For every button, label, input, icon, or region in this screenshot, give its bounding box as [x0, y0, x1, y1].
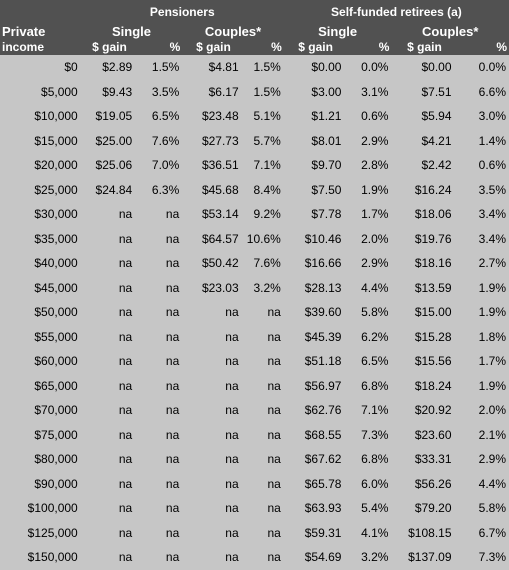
gain-cell: na: [225, 427, 239, 442]
pct-cell: 0.0%: [478, 60, 506, 75]
gain-cell: $7.51: [421, 84, 452, 99]
gain-cell: $64.57: [201, 231, 239, 246]
income-cell: $45,000: [34, 280, 78, 295]
pct-cell: 0.6%: [478, 158, 506, 173]
pct-cell: na: [165, 452, 180, 467]
gain-cell: $18.06: [414, 207, 452, 222]
gain-cell: $8.01: [311, 133, 342, 148]
gain-cell: $18.24: [414, 378, 452, 393]
gain-cell: $27.73: [201, 133, 239, 148]
gain-cell: na: [225, 476, 239, 491]
pct-cell: 3.4%: [478, 207, 506, 222]
pct-cell: 2.7%: [478, 256, 506, 271]
gain-cell: $4.81: [208, 60, 239, 75]
table-row: [0, 202, 509, 227]
pct-cell: 7.1%: [253, 158, 281, 173]
gain-cell: $33.31: [414, 452, 452, 467]
pct-cell: na: [165, 378, 180, 393]
pct-cell: na: [165, 207, 180, 222]
income-cell: $40,000: [34, 256, 78, 271]
gain-cell: $4.21: [421, 133, 452, 148]
pct-cell: 2.8%: [361, 158, 389, 173]
income-cell: $15,000: [34, 133, 78, 148]
table-row: [0, 472, 509, 497]
column-header-gain: $ gain: [407, 40, 442, 54]
pct-cell: 6.7%: [478, 525, 506, 540]
pct-cell: na: [267, 427, 281, 442]
gain-cell: $25.00: [95, 133, 133, 148]
pct-cell: na: [165, 231, 180, 246]
gain-cell: na: [118, 550, 133, 565]
pct-cell: 5.8%: [361, 305, 389, 320]
pct-cell: 2.9%: [361, 133, 389, 148]
table-row: [0, 251, 509, 276]
pct-cell: na: [165, 403, 180, 418]
table-row: [0, 227, 509, 252]
pct-cell: na: [267, 550, 281, 565]
pct-cell: na: [267, 403, 281, 418]
income-cell: $20,000: [34, 158, 78, 173]
pct-cell: 10.6%: [246, 231, 281, 246]
income-cell: $35,000: [34, 231, 78, 246]
table-row: [0, 423, 509, 448]
pct-cell: na: [165, 280, 180, 295]
gain-cell: na: [118, 501, 133, 516]
income-cell: $90,000: [34, 476, 78, 491]
gain-cell: $53.14: [201, 207, 239, 222]
pct-cell: 3.5%: [478, 182, 506, 197]
pct-cell: 7.1%: [361, 403, 389, 418]
pct-cell: 3.5%: [151, 84, 180, 99]
gain-cell: $18.16: [414, 256, 452, 271]
income-cell: $25,000: [34, 182, 78, 197]
pct-cell: 6.5%: [361, 354, 389, 369]
gain-cell: $7.78: [311, 207, 342, 222]
gain-cell: $0.00: [311, 60, 342, 75]
gain-cell: na: [118, 525, 133, 540]
pct-cell: 3.2%: [361, 550, 389, 565]
gain-cell: $19.05: [95, 109, 133, 124]
column-header-gain: $ gain: [298, 40, 333, 54]
column-header-pct: %: [271, 40, 282, 54]
gain-cell: $7.50: [311, 182, 342, 197]
gain-cell: $3.00: [311, 84, 342, 99]
pct-cell: 6.0%: [361, 476, 389, 491]
gain-cell: na: [225, 501, 239, 516]
pct-cell: 3.4%: [478, 231, 506, 246]
gain-cell: na: [118, 354, 133, 369]
pct-cell: na: [165, 476, 180, 491]
income-cell: $80,000: [34, 452, 78, 467]
income-cell: $70,000: [34, 403, 78, 418]
pct-cell: 3.1%: [361, 84, 389, 99]
pct-cell: 2.9%: [361, 256, 389, 271]
pct-cell: 5.7%: [253, 133, 281, 148]
gain-cell: na: [118, 207, 133, 222]
gain-cell: $9.43: [102, 84, 133, 99]
gain-cell: $9.70: [311, 158, 342, 173]
pct-cell: na: [165, 427, 180, 442]
pct-cell: na: [267, 329, 281, 344]
column-header-pct: %: [169, 40, 181, 54]
gain-cell: $2.89: [102, 60, 133, 75]
pct-cell: 7.3%: [361, 427, 389, 442]
table-row: [0, 300, 509, 325]
pct-cell: na: [165, 501, 180, 516]
column-header-gain: $ gain: [92, 40, 127, 54]
column-header-pct: %: [378, 40, 390, 54]
gain-cell: $56.26: [414, 476, 452, 491]
gain-cell: na: [118, 452, 133, 467]
pct-cell: 1.5%: [253, 60, 281, 75]
pct-cell: 6.2%: [361, 329, 389, 344]
group-header-pensioners: Pensioners: [149, 4, 215, 19]
gain-cell: $65.78: [304, 476, 342, 491]
income-cell: $10,000: [34, 109, 78, 124]
gain-cell: $67.62: [304, 452, 342, 467]
gain-cell: $59.31: [304, 525, 342, 540]
pct-cell: 7.6%: [151, 133, 180, 148]
pct-cell: 6.8%: [361, 452, 389, 467]
gain-cell: $15.00: [414, 305, 452, 320]
sub-header-row: [0, 23, 509, 39]
table-row: [0, 374, 509, 399]
gain-cell: na: [118, 231, 133, 246]
pct-cell: 1.7%: [478, 354, 506, 369]
pct-cell: na: [267, 378, 281, 393]
pct-cell: 2.0%: [361, 231, 389, 246]
pct-cell: na: [267, 452, 281, 467]
pct-cell: na: [165, 354, 180, 369]
pct-cell: 5.1%: [253, 109, 281, 124]
header-pensioners-couples: Couples*: [204, 23, 262, 39]
group-header-row: [0, 0, 509, 23]
pct-cell: 1.7%: [361, 207, 389, 222]
gain-cell: $62.76: [304, 403, 342, 418]
gain-cell: $20.92: [414, 403, 452, 418]
pct-cell: 6.8%: [361, 378, 389, 393]
gain-cell: $25.06: [95, 158, 133, 173]
header-pensioners-single: Single: [111, 23, 151, 39]
gain-cell: $19.76: [414, 231, 452, 246]
gain-cell: $1.21: [311, 109, 342, 124]
pct-cell: 5.8%: [478, 501, 506, 516]
pct-cell: na: [165, 329, 180, 344]
gain-cell: na: [225, 452, 239, 467]
gain-cell: $50.42: [201, 256, 239, 271]
pct-cell: 1.5%: [151, 60, 180, 75]
pct-cell: 1.9%: [478, 378, 506, 393]
gain-cell: $79.20: [414, 501, 452, 516]
gain-cell: $6.17: [208, 84, 239, 99]
pct-cell: 4.1%: [361, 525, 389, 540]
pct-cell: 5.4%: [361, 501, 389, 516]
gain-cell: $51.18: [304, 354, 342, 369]
gain-cell: na: [225, 354, 239, 369]
pct-cell: 8.4%: [253, 182, 281, 197]
pct-cell: 2.0%: [478, 403, 506, 418]
gain-cell: $39.60: [304, 305, 342, 320]
pct-cell: 7.3%: [478, 550, 506, 565]
pct-cell: 1.4%: [478, 133, 506, 148]
table-row: [0, 80, 509, 105]
pct-cell: 4.4%: [361, 280, 389, 295]
pct-cell: 6.6%: [478, 84, 506, 99]
pct-cell: 6.5%: [151, 109, 180, 124]
gain-cell: $15.28: [414, 329, 452, 344]
gain-cell: $13.59: [414, 280, 452, 295]
gain-cell: $23.48: [201, 109, 239, 124]
pct-cell: na: [165, 305, 180, 320]
gain-cell: $15.56: [414, 354, 452, 369]
gain-cell: $63.93: [304, 501, 342, 516]
gain-cell: na: [118, 427, 133, 442]
gain-cell: na: [225, 550, 239, 565]
gain-cell: $0.00: [421, 60, 452, 75]
table-row: [0, 129, 509, 154]
pct-cell: 2.9%: [478, 452, 506, 467]
pct-cell: na: [267, 305, 281, 320]
gain-cell: $2.42: [421, 158, 452, 173]
table-header: [0, 0, 509, 55]
gain-cell: na: [225, 329, 239, 344]
gain-cell: na: [225, 378, 239, 393]
income-cell: $150,000: [27, 550, 78, 565]
pct-cell: 7.0%: [151, 158, 180, 173]
column-header-row: [0, 39, 509, 55]
table-row: [0, 153, 509, 178]
header-self-funded-couples: Couples*: [422, 23, 479, 39]
pct-cell: 1.9%: [361, 182, 389, 197]
gain-cell: na: [118, 476, 133, 491]
header-private-income-line2: income: [2, 40, 45, 54]
table-row: [0, 496, 509, 521]
table-row: [0, 545, 509, 570]
pct-cell: 1.5%: [253, 84, 281, 99]
income-cell: $30,000: [34, 207, 78, 222]
pct-cell: 3.0%: [478, 109, 506, 124]
column-header-gain: $ gain: [196, 40, 231, 54]
table-row: [0, 276, 509, 301]
gain-cell: $16.66: [304, 256, 342, 271]
gain-cell: $68.55: [304, 427, 342, 442]
gain-cell: $54.69: [304, 550, 342, 565]
gain-cell: $45.68: [201, 182, 239, 197]
column-header-pct: %: [496, 40, 507, 54]
income-cell: $65,000: [34, 378, 78, 393]
gain-cell: $36.51: [201, 158, 239, 173]
income-cell: $55,000: [34, 329, 78, 344]
gain-cell: na: [118, 329, 133, 344]
gain-cell: $45.39: [304, 329, 342, 344]
header-self-funded-single: Single: [318, 23, 358, 39]
table-row: [0, 55, 509, 80]
pct-cell: 0.0%: [361, 60, 389, 75]
pct-cell: 0.6%: [361, 109, 389, 124]
gain-cell: $28.13: [304, 280, 342, 295]
pct-cell: na: [165, 256, 180, 271]
pct-cell: na: [165, 550, 180, 565]
pct-cell: na: [267, 476, 281, 491]
income-cell: $5,000: [41, 84, 78, 99]
pct-cell: 1.8%: [478, 329, 506, 344]
income-cell: $125,000: [27, 525, 78, 540]
pct-cell: 1.9%: [478, 280, 506, 295]
pct-cell: na: [267, 501, 281, 516]
table-row: [0, 521, 509, 546]
gain-cell: na: [118, 305, 133, 320]
gain-cell: na: [225, 305, 239, 320]
gain-cell: $23.03: [201, 280, 239, 295]
gain-cell: $10.46: [304, 231, 342, 246]
table-row: [0, 325, 509, 350]
income-cell: $60,000: [34, 354, 78, 369]
income-cell: $50,000: [34, 305, 78, 320]
group-header-self-funded: Self-funded retirees (a): [331, 4, 462, 19]
gain-cell: $24.84: [95, 182, 133, 197]
header-blank-cell: [0, 0, 81, 23]
income-cell: $75,000: [34, 427, 78, 442]
pct-cell: 9.2%: [253, 207, 281, 222]
gain-cell: $108.15: [408, 525, 452, 540]
table-body: [0, 55, 509, 570]
gain-cell: na: [225, 525, 239, 540]
header-private-income-line1: Private: [2, 23, 46, 39]
gain-cell: na: [118, 403, 133, 418]
pct-cell: 6.3%: [151, 182, 180, 197]
gain-cell: $56.97: [304, 378, 342, 393]
table-row: [0, 178, 509, 203]
gain-cell: $16.24: [414, 182, 452, 197]
gain-cell: na: [225, 403, 239, 418]
gain-cell: na: [118, 256, 133, 271]
gain-cell: na: [118, 280, 133, 295]
income-cell: $100,000: [27, 501, 78, 516]
table-row: [0, 398, 509, 423]
pct-cell: 2.1%: [478, 427, 506, 442]
table-row: [0, 349, 509, 374]
pct-cell: 3.2%: [253, 280, 281, 295]
pct-cell: 4.4%: [478, 476, 506, 491]
pct-cell: na: [267, 354, 281, 369]
table-row: [0, 104, 509, 129]
table-row: [0, 447, 509, 472]
gain-cell: na: [118, 378, 133, 393]
pct-cell: 1.9%: [478, 305, 506, 320]
pct-cell: 7.6%: [253, 256, 281, 271]
pct-cell: na: [165, 525, 180, 540]
gain-cell: $23.60: [414, 427, 452, 442]
pct-cell: na: [267, 525, 281, 540]
income-cell: $0: [64, 60, 78, 75]
gain-cell: $5.94: [421, 109, 452, 124]
gain-cell: $137.09: [408, 550, 452, 565]
